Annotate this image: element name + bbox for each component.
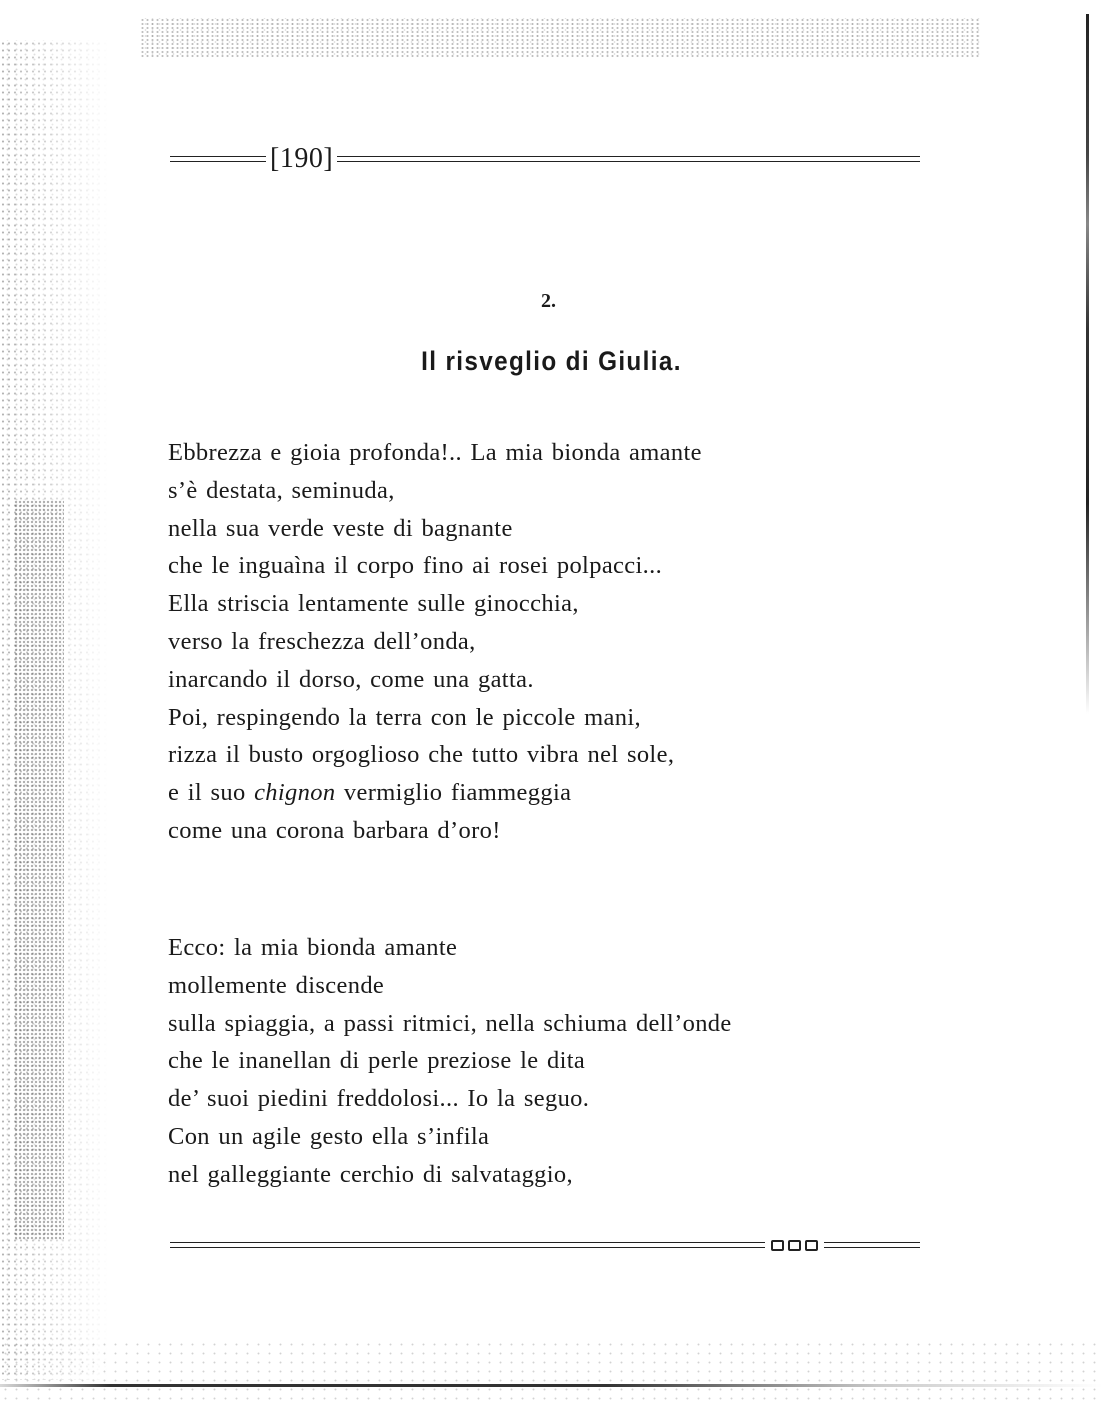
verse-line: inarcando il dorso, come una gatta. [168, 665, 534, 693]
verse-text-before: e il suo [168, 779, 255, 807]
scan-bottom-edge [0, 1384, 1103, 1387]
poem-title: Il risveglio di Giulia. [421, 346, 682, 376]
three-boxes-ornament-icon [765, 1240, 824, 1251]
verse-line: mollemente discende [168, 971, 385, 999]
verse-text-after: vermiglio fiammeggia [335, 779, 572, 807]
scan-right-edge [1086, 14, 1089, 714]
verse-line: Ebbrezza e gioia profonda!.. La mia bionda amante [168, 439, 702, 466]
verse-line: sulla spiaggia, a passi ritmici, nella schiuma dell’onde [168, 1009, 732, 1037]
scan-speckle-left-dense [14, 500, 64, 1240]
verse-line: rizza il busto orgoglioso che tutto vibra nel sole, [168, 741, 675, 769]
scan-speckle-top [140, 18, 980, 58]
section-number: 2. [541, 290, 556, 312]
footer-rule-left [170, 1242, 765, 1248]
verse-line: che le inanellan di perle preziose le dita [168, 1047, 586, 1075]
page-footer [170, 1235, 920, 1255]
verse-line: Poi, respingendo la terra con le piccole mani, [168, 703, 641, 731]
scan-speckle-bottom [0, 1340, 1103, 1401]
header-rule-right [337, 156, 920, 162]
ornament-box-icon [788, 1240, 801, 1251]
verse-line: nella sua verde veste di bagnante [168, 514, 513, 542]
verse-line: Ella striscia lentamente sulle ginocchia, [168, 590, 579, 618]
italic-word: chignon [254, 779, 336, 807]
ornament-box-icon [805, 1240, 818, 1251]
verse-line-with-italic [168, 774, 928, 812]
footer-rule-right [824, 1242, 920, 1248]
verse-line: verso la freschezza dell’onda, [168, 627, 476, 655]
stanza-2 [168, 929, 928, 1194]
page-header [170, 142, 920, 176]
ornament-box-icon [771, 1240, 784, 1251]
verse-line: nel galleggiante cerchio di salvataggio, [168, 1160, 574, 1188]
verse-line: Ecco: la mia bionda amante [168, 934, 458, 961]
stanza-1 [168, 434, 928, 850]
verse-line: come una corona barbara d’oro! [168, 816, 501, 844]
verse-line: che le inguaìna il corpo fino ai rosei polpacci... [168, 552, 663, 580]
verse-line: de’ suoi piedini freddolosi... Io la seguo. [168, 1085, 590, 1113]
header-rule-left [170, 156, 266, 162]
verse-line: s’è destata, seminuda, [168, 476, 395, 504]
page-number: [190] [270, 143, 334, 174]
verse-line: Con un agile gesto ella s’infila [168, 1122, 490, 1150]
